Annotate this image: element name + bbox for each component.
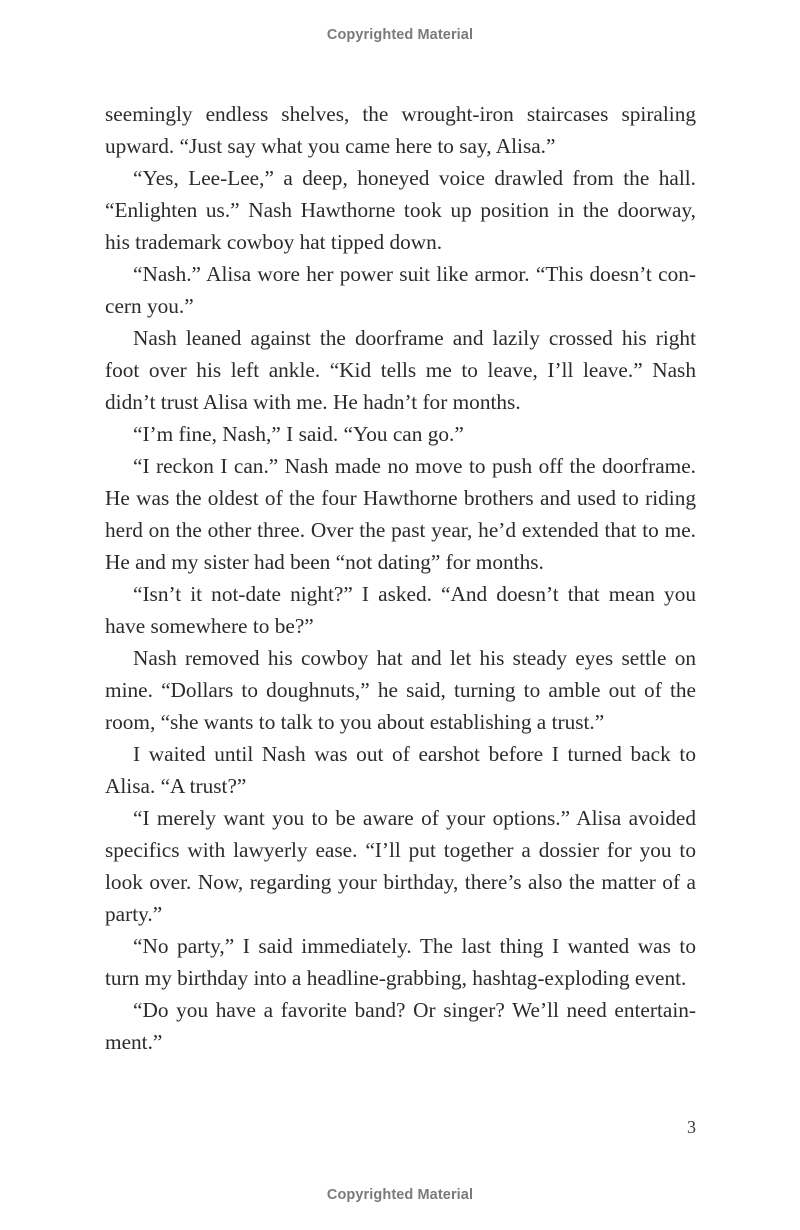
paragraph-8: Nash removed his cowboy hat and let his steady eyes settle on mine. “Dollars to doughnuts,” he said, turning to amble out of the room, “she wants to talk to you about establishing a trust.” — [105, 646, 696, 734]
paragraph-9: I waited until Nash was out of earshot before I turned back to Alisa. “A trust?” — [105, 742, 696, 798]
copyright-watermark-bottom: Copyrighted Material — [326, 1187, 474, 1203]
paragraph-3: “Nash.” Alisa wore her power suit like armor. “This doesn’t concern you.” — [105, 262, 696, 318]
body-text — [105, 98, 696, 1058]
page-number: 3 — [687, 1117, 696, 1137]
paragraph-11: “No party,” I said immediately. The last thing I wanted was to turn my birthday into a headline-grabbing, hashtag-exploding event. — [105, 934, 696, 990]
copyright-watermark-top: Copyrighted Material — [326, 27, 474, 43]
paragraph-5: “I’m fine, Nash,” I said. “You can go.” — [133, 422, 464, 446]
paragraph-6: “I reckon I can.” Nash made no move to push off the doorframe. He was the oldest of the four Hawthorne brothers and used to riding herd on the other three. Over the past year, he’d extended that to me. He and my sister had been “not dating” for months. — [105, 454, 696, 574]
paragraph-12: “Do you have a favorite band? Or singer? We’ll need entertainment.” — [105, 998, 696, 1054]
paragraph-2: “Yes, Lee-Lee,” a deep, honeyed voice drawled from the hall. “Enlighten us.” Nash Hawthorne took up position in the doorway, his trademark cowboy hat tipped down. — [105, 166, 696, 254]
paragraph-4: Nash leaned against the doorframe and lazily crossed his right foot over his left ankle. “Kid tells me to leave, I’ll leave.” Nash didn’t trust Alisa with me. He hadn’t for months. — [105, 326, 696, 414]
paragraph-10: “I merely want you to be aware of your options.” Alisa avoided specifics with lawyerly ease. “I’ll put together a dossier for you to look over. Now, regarding your birthday, there’s also the matter of a party.” — [105, 806, 696, 926]
paragraph-7: “Isn’t it not-date night?” I asked. “And doesn’t that mean you have somewhere to be?” — [105, 582, 696, 638]
paragraph-1: seemingly endless shelves, the wrought-iron staircases spiraling upward. “Just say what you came here to say, Alisa.” — [105, 102, 696, 158]
